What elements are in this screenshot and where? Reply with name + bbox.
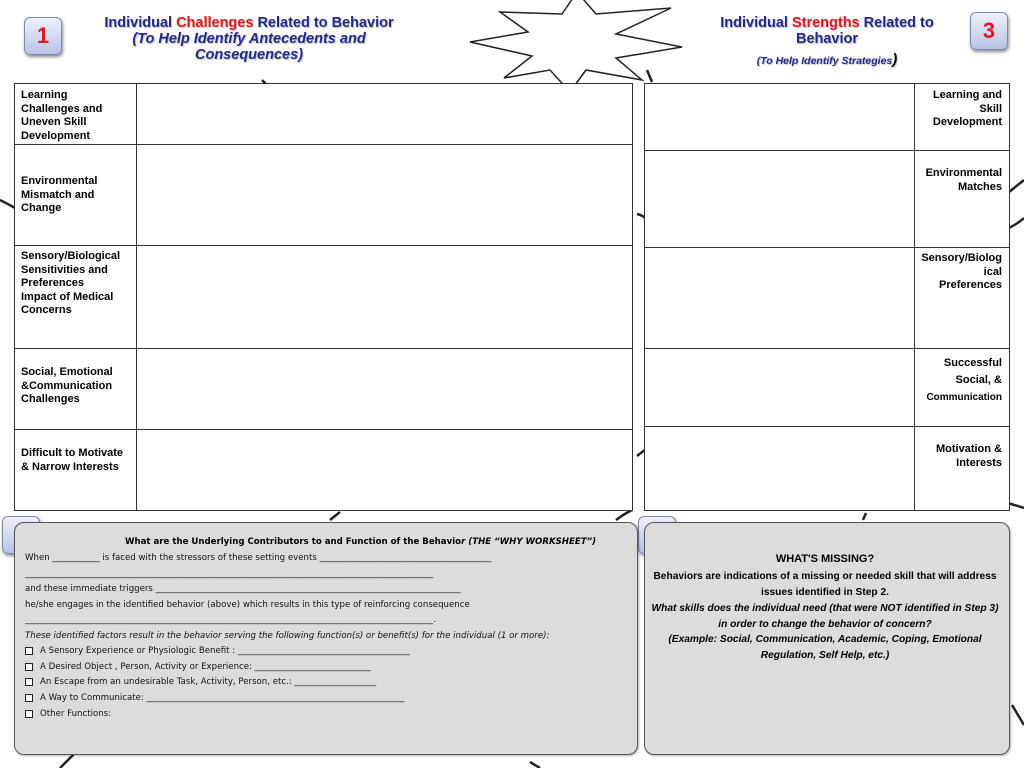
row-label: Environmental Mismatch and Change: [21, 175, 98, 214]
missing-line: issues identified in Step 2.: [761, 587, 889, 598]
worksheet-title: [125, 537, 596, 547]
checkbox-icon[interactable]: [25, 694, 33, 702]
strengths-row-social: [645, 349, 1009, 427]
row-label-line: Social, &: [955, 374, 1002, 386]
missing-line: What skills does the individual need (that were NOT identified in Step 3): [651, 603, 999, 614]
worksheet-line: These identified factors result in the behavior serving the following function(s) or benefit(s) for the individual (1 or more):: [25, 631, 550, 641]
missing-heading: WHAT'S MISSING?: [775, 553, 875, 565]
checkbox-icon[interactable]: [25, 710, 33, 718]
strengths-header-subtitle-close: ): [892, 51, 898, 68]
row-label: Learning and Skill Development: [932, 89, 1002, 128]
checkbox-icon[interactable]: [25, 647, 33, 655]
worksheet-title-regular: What are the Underlying Contributors to and Function of the Behavio: [125, 537, 462, 547]
worksheet-line: he/she engages in the identified behavior (above) which results in this type of reinforcing consequence: [25, 600, 470, 610]
row-label-line: Communication: [926, 392, 1002, 403]
strengths-row-sensory: [645, 248, 1009, 349]
strengths-header: [688, 15, 966, 68]
option-label: A Way to Communicate: ____________________________________________________________: [40, 693, 405, 703]
checkbox-icon[interactable]: [25, 678, 33, 686]
row-label: [926, 355, 1002, 406]
challenges-header-pre: Individual: [104, 15, 177, 31]
strengths-row-learning: [645, 84, 1009, 151]
checkbox-icon[interactable]: [25, 663, 33, 671]
strengths-header-pre: Individual: [720, 15, 792, 31]
worksheet-line: _______________________________________________________________________________________________.: [25, 615, 436, 625]
option-label: A Sensory Experience or Physiologic Benefit : ________________________________________: [40, 646, 410, 656]
strengths-row-environmental: [645, 151, 1009, 248]
worksheet-title-italic: r (THE “WHY WORKSHEET”): [461, 537, 597, 547]
challenges-header-highlight: Challenges: [176, 15, 254, 31]
strengths-table: [644, 83, 1010, 511]
missing-line: in order to change the behavior of concern?: [718, 619, 932, 630]
missing-line: Regulation, Self Help, etc.): [760, 650, 890, 661]
missing-line: Behaviors are indications of a missing or needed skill that will address: [653, 571, 997, 582]
option-label: A Desired Object , Person, Activity or Experience: ___________________________: [40, 662, 371, 672]
challenges-row-environmental: [15, 145, 632, 246]
worksheet-line: and these immediate triggers _______________________________________________________________________: [25, 584, 461, 594]
option-label: An Escape from an undesirable Task, Activity, Person, etc.: ___________________: [40, 677, 377, 687]
function-option-other[interactable]: [25, 709, 111, 719]
option-label: Other Functions:: [40, 709, 112, 719]
function-option-desired-object[interactable]: [25, 662, 371, 672]
function-option-sensory[interactable]: [25, 646, 410, 656]
challenges-row-sensory: [15, 246, 632, 349]
challenges-table: [14, 83, 633, 511]
row-label: Difficult to Motivate & Narrow Interests: [21, 447, 124, 473]
challenges-header-post: Related to Behavior: [253, 15, 394, 31]
strengths-header-post: Related to Behavior: [795, 15, 934, 47]
challenges-row-motivation: [15, 430, 632, 512]
challenges-row-social: [15, 349, 632, 430]
worksheet-line: When ___________ is faced with the stressors of these setting events ________________________________________: [25, 553, 492, 563]
star-shape: [466, 0, 688, 92]
row-label: Social, Emotional &Communication Challenges: [21, 366, 113, 405]
function-option-escape[interactable]: [25, 677, 376, 687]
strengths-header-subtitle: (To Help Identify Strategies: [756, 55, 893, 67]
step-3-badge: 3: [970, 12, 1008, 50]
challenges-row-learning: [15, 84, 632, 145]
challenges-header-subtitle: (To Help Identify Antecedents and Consequences): [132, 31, 366, 63]
challenges-header: [80, 15, 418, 63]
missing-line: (Example: Social, Communication, Academic, Coping, Emotional: [668, 634, 982, 645]
row-label: Sensory/Biolog ical Preferences: [921, 252, 1002, 291]
function-option-communicate[interactable]: [25, 693, 404, 703]
row-label: Learning Challenges and Uneven Skill Development: [21, 89, 103, 142]
step-1-badge: 1: [24, 17, 62, 55]
row-label: Motivation & Interests: [936, 443, 1002, 469]
row-label: Environmental Matches: [925, 167, 1002, 193]
row-label-line: Successful: [943, 357, 1002, 369]
strengths-header-highlight: Strengths: [791, 15, 860, 31]
row-label: Sensory/Biological Sensitivities and Preferences Impact of Medical Concerns: [21, 250, 121, 316]
worksheet-line: _______________________________________________________________________________________________: [25, 569, 434, 579]
strengths-row-motivation: [645, 427, 1009, 512]
